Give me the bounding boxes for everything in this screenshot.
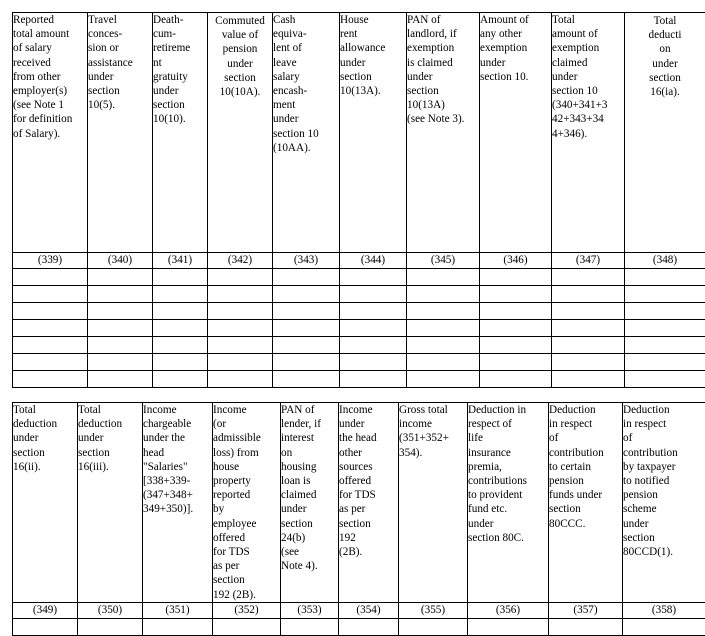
entry-cell[interactable]	[552, 371, 625, 388]
column-number: (341)	[153, 253, 208, 269]
entry-cell[interactable]	[407, 354, 480, 371]
entry-cell[interactable]	[552, 354, 625, 371]
entry-cell[interactable]	[625, 320, 705, 337]
column-number: (347)	[552, 253, 625, 269]
entry-cell[interactable]	[340, 371, 407, 388]
table-row	[13, 619, 705, 636]
entry-cell[interactable]	[407, 303, 480, 320]
entry-cell[interactable]	[340, 303, 407, 320]
entry-cell[interactable]	[480, 337, 552, 354]
table-row	[13, 320, 705, 337]
entry-cell[interactable]	[549, 619, 623, 636]
column-header: Deduction in respect of contribution to certain pension funds under section 80CCC.	[549, 403, 623, 603]
column-header: PAN of lender, if interest on housing loan is claimed under section 24(b) (see Note 4).	[281, 403, 339, 603]
entry-cell[interactable]	[143, 619, 213, 636]
column-number-row	[13, 253, 705, 269]
column-number: (352)	[213, 603, 281, 619]
entry-cell[interactable]	[625, 303, 705, 320]
table-row	[13, 354, 705, 371]
entry-cell[interactable]	[273, 269, 340, 286]
column-header: Commuted value of pension under section 10(10A).	[208, 13, 273, 253]
entry-cell[interactable]	[552, 303, 625, 320]
column-header: Gross total income (351+352+ 354).	[399, 403, 468, 603]
entry-cell[interactable]	[273, 286, 340, 303]
entry-cell[interactable]	[625, 354, 705, 371]
column-header: Total amount of exemption claimed under section 10 (340+341+3 42+343+34 4+346).	[552, 13, 625, 253]
entry-cell[interactable]	[480, 286, 552, 303]
entry-cell[interactable]	[208, 320, 273, 337]
entry-cell[interactable]	[625, 337, 705, 354]
column-number: (342)	[208, 253, 273, 269]
column-header: Income (or admissible loss) from house property reported by employee offered for TDS as per section 192 (2B).	[213, 403, 281, 603]
entry-cell[interactable]	[552, 320, 625, 337]
entry-cell[interactable]	[153, 269, 208, 286]
entry-cell[interactable]	[208, 371, 273, 388]
entry-cell[interactable]	[340, 286, 407, 303]
column-number: (351)	[143, 603, 213, 619]
table-row	[13, 337, 705, 354]
entry-cell[interactable]	[480, 354, 552, 371]
column-header: Deduction in respect of contribution by taxpayer to notified pension scheme under section 80CCD(1).	[623, 403, 705, 603]
column-number: (343)	[273, 253, 340, 269]
entry-cell[interactable]	[208, 269, 273, 286]
entry-cell[interactable]	[13, 320, 88, 337]
entry-cell[interactable]	[78, 619, 143, 636]
column-number: (354)	[339, 603, 399, 619]
column-header: Income under the head other sources offered for TDS as per section 192 (2B).	[339, 403, 399, 603]
entry-cell[interactable]	[623, 619, 705, 636]
entry-cell[interactable]	[340, 320, 407, 337]
table-row	[13, 371, 705, 388]
entry-cell[interactable]	[153, 303, 208, 320]
entry-cell[interactable]	[153, 337, 208, 354]
column-number: (357)	[549, 603, 623, 619]
entry-cell[interactable]	[273, 303, 340, 320]
entry-cell[interactable]	[13, 269, 88, 286]
entry-cell[interactable]	[13, 619, 78, 636]
entry-cell[interactable]	[88, 371, 153, 388]
entry-cell[interactable]	[88, 354, 153, 371]
entry-cell[interactable]	[88, 320, 153, 337]
entry-cell[interactable]	[273, 354, 340, 371]
entry-cell[interactable]	[552, 337, 625, 354]
entry-cell[interactable]	[153, 320, 208, 337]
entry-cell[interactable]	[480, 320, 552, 337]
entry-cell[interactable]	[153, 371, 208, 388]
column-header: Total deduction under section 16(ii).	[13, 403, 78, 603]
column-header: Income chargeable under the head "Salaries" [338+339- (347+348+ 349+350)].	[143, 403, 213, 603]
column-number: (353)	[281, 603, 339, 619]
column-header-row	[13, 403, 705, 603]
salary-exemptions-table	[12, 12, 705, 388]
column-header: PAN of landlord, if exemption is claimed under section 10(13A) (see Note 3).	[407, 13, 480, 253]
column-number: (348)	[625, 253, 705, 269]
column-number: (350)	[78, 603, 143, 619]
column-number-row	[13, 603, 705, 619]
entry-cell[interactable]	[208, 286, 273, 303]
entry-cell[interactable]	[88, 286, 153, 303]
entry-cell[interactable]	[407, 337, 480, 354]
entry-cell[interactable]	[480, 303, 552, 320]
column-header: Death- cum- retireme nt gratuity under section 10(10).	[153, 13, 208, 253]
entry-cell[interactable]	[208, 354, 273, 371]
column-header: Deduction in respect of life insurance premia, contributions to provident fund etc. under section 80C.	[468, 403, 549, 603]
table-row	[13, 286, 705, 303]
entry-cell[interactable]	[480, 269, 552, 286]
entry-cell[interactable]	[407, 320, 480, 337]
column-number: (356)	[468, 603, 549, 619]
column-number: (339)	[13, 253, 88, 269]
entry-cell[interactable]	[13, 354, 88, 371]
entry-cell[interactable]	[625, 371, 705, 388]
entry-cell[interactable]	[468, 619, 549, 636]
column-header: Total deducti on under section 16(ia).	[625, 13, 705, 253]
entry-cell[interactable]	[208, 303, 273, 320]
entry-cell[interactable]	[13, 286, 88, 303]
entry-cell[interactable]	[281, 619, 339, 636]
entry-cell[interactable]	[88, 337, 153, 354]
column-number: (349)	[13, 603, 78, 619]
entry-cell[interactable]	[13, 337, 88, 354]
entry-cell[interactable]	[13, 371, 88, 388]
entry-cell[interactable]	[153, 286, 208, 303]
column-header: Travel conces- sion or assistance under section 10(5).	[88, 13, 153, 253]
column-number: (340)	[88, 253, 153, 269]
entry-cell[interactable]	[625, 286, 705, 303]
column-number: (344)	[340, 253, 407, 269]
entry-cell[interactable]	[273, 371, 340, 388]
entry-cell[interactable]	[340, 337, 407, 354]
entry-cell[interactable]	[552, 269, 625, 286]
income-deductions-table	[12, 402, 705, 636]
entry-cell[interactable]	[340, 269, 407, 286]
entry-cell[interactable]	[208, 337, 273, 354]
entry-cell[interactable]	[153, 354, 208, 371]
column-number: (355)	[399, 603, 468, 619]
column-header: Reported total amount of salary received from other employer(s) (see Note 1 for definition of Salary).	[13, 13, 88, 253]
column-header: Cash equiva- lent of leave salary encash- ment under section 10 (10AA).	[273, 13, 340, 253]
entry-cell[interactable]	[399, 619, 468, 636]
entry-cell[interactable]	[407, 371, 480, 388]
column-number: (345)	[407, 253, 480, 269]
column-header: House rent allowance under section 10(13A).	[340, 13, 407, 253]
entry-cell[interactable]	[213, 619, 281, 636]
entry-cell[interactable]	[625, 269, 705, 286]
entry-cell[interactable]	[88, 303, 153, 320]
column-header-row	[13, 13, 705, 253]
column-header: Amount of any other exemption under section 10.	[480, 13, 552, 253]
column-number: (358)	[623, 603, 705, 619]
entry-cell[interactable]	[273, 337, 340, 354]
entry-cell[interactable]	[13, 303, 88, 320]
column-number: (346)	[480, 253, 552, 269]
entry-cell[interactable]	[407, 269, 480, 286]
table-row	[13, 303, 705, 320]
entry-cell[interactable]	[88, 269, 153, 286]
entry-cell[interactable]	[552, 286, 625, 303]
entry-cell[interactable]	[407, 286, 480, 303]
entry-cell[interactable]	[273, 320, 340, 337]
entry-cell[interactable]	[480, 371, 552, 388]
table-row	[13, 269, 705, 286]
column-header: Total deduction under section 16(iii).	[78, 403, 143, 603]
entry-cell[interactable]	[340, 354, 407, 371]
entry-cell[interactable]	[339, 619, 399, 636]
